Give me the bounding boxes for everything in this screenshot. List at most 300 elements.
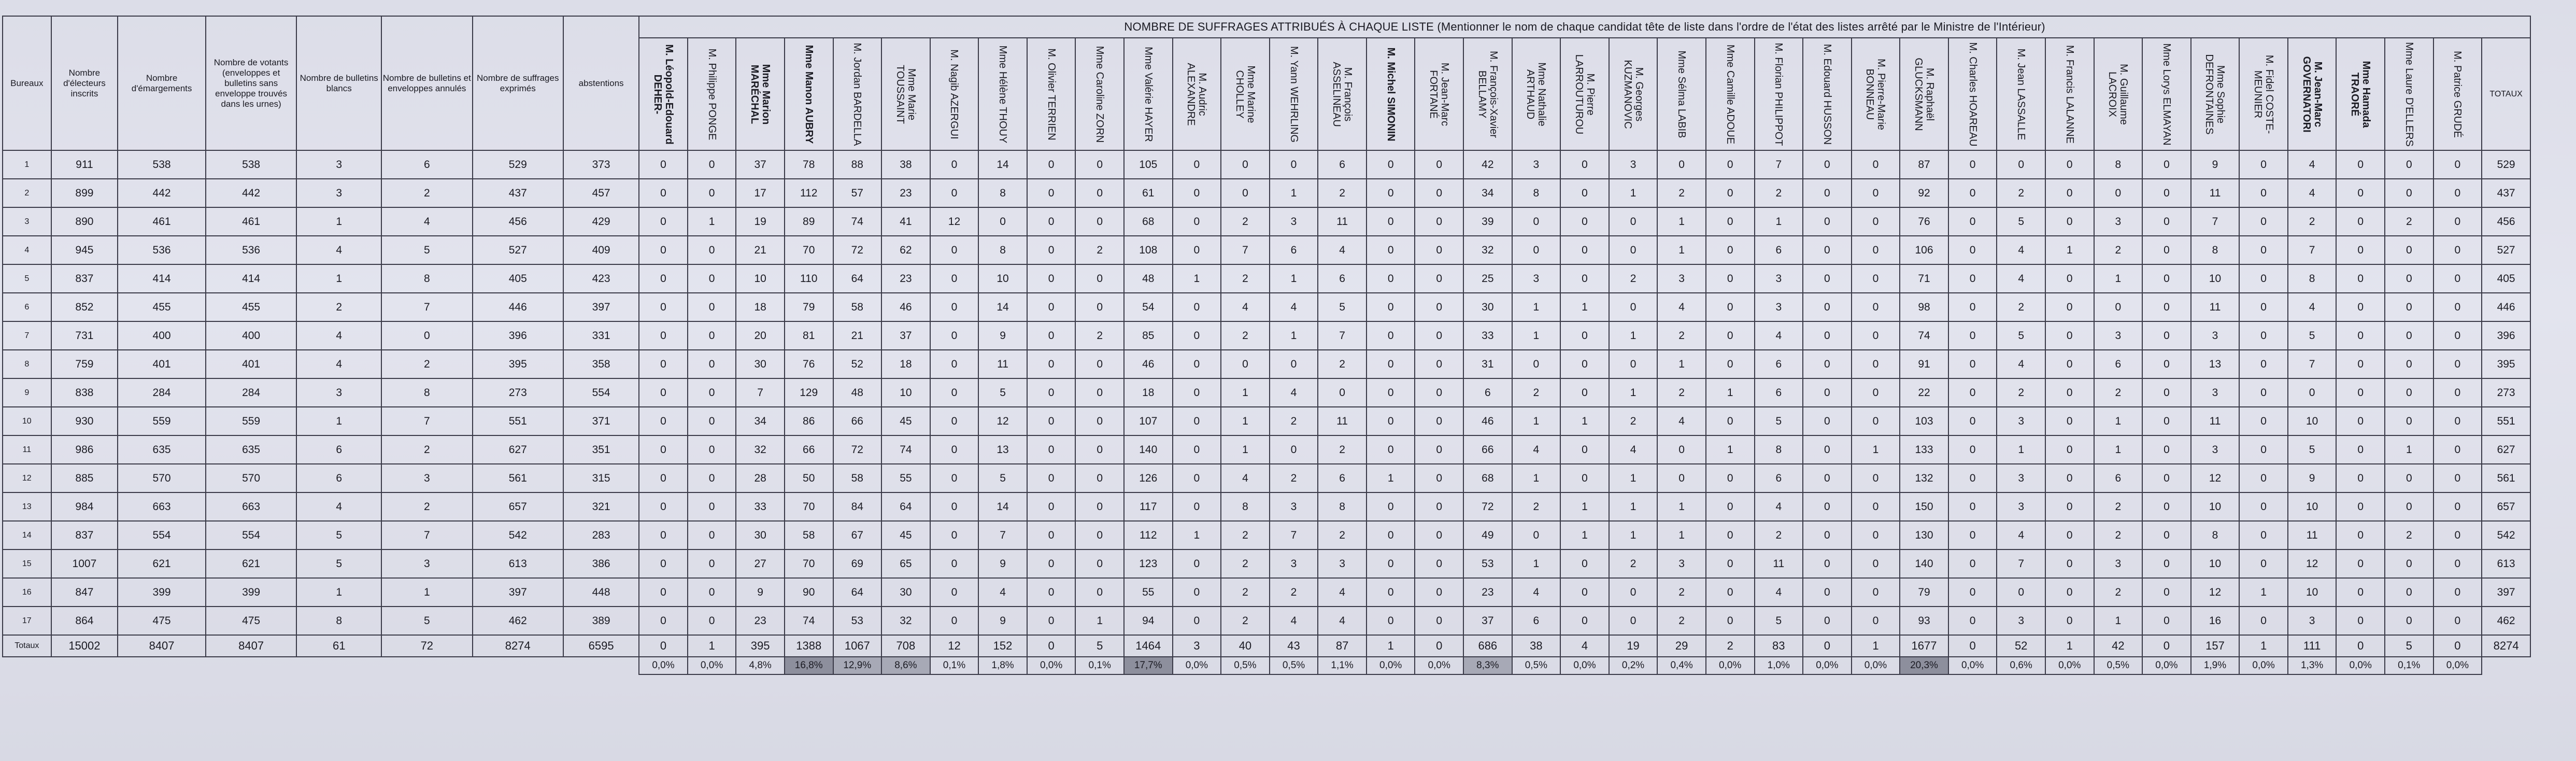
- cell-votes: 0: [2239, 350, 2288, 378]
- cell-percentage: 0,0%: [1415, 657, 1463, 674]
- cell-votes: 0: [2239, 607, 2288, 635]
- cell-votes: 0: [1706, 293, 1755, 321]
- candidate-name: Mme Valérie HAYER: [1142, 46, 1154, 142]
- cell-votes: 3: [2191, 378, 2240, 407]
- cell-votes: 0: [1512, 521, 1561, 549]
- cell-votes: 2: [1075, 236, 1124, 264]
- cell-votes: 126: [1124, 464, 1173, 492]
- cell-votes: 53: [833, 607, 882, 635]
- candidate-header: [1560, 38, 1609, 150]
- cell-inscrits: 838: [51, 378, 118, 407]
- cell-emargements: 621: [118, 549, 206, 578]
- cell-total: 456: [2482, 207, 2530, 236]
- cell-votes: 2: [1221, 321, 1270, 350]
- cell-votes: 1: [1173, 264, 1221, 293]
- cell-votes: 0: [1948, 464, 1997, 492]
- cell-votes: 0: [2433, 435, 2482, 464]
- cell-votes: 0: [2045, 264, 2094, 293]
- cell-votes: 0: [1027, 407, 1076, 435]
- cell-votes: 2: [2094, 521, 2143, 549]
- cell-votes: 68: [1124, 207, 1173, 236]
- cell-votes: 0: [1173, 378, 1221, 407]
- cell-total: 561: [2482, 464, 2530, 492]
- cell-votes: 13: [2191, 350, 2240, 378]
- cell-emargements: 559: [118, 407, 206, 435]
- cell-votes: 0: [1803, 578, 1852, 607]
- cell-votes: 2: [1270, 464, 1318, 492]
- cell-total: 405: [2482, 264, 2530, 293]
- cell-votes: 0: [1803, 492, 1852, 521]
- cell-votes: 18: [1124, 378, 1173, 407]
- cell-votes: 0: [1367, 264, 1415, 293]
- cell-annules: 8: [381, 378, 472, 407]
- cell-votes: 2: [2094, 492, 2143, 521]
- cell-votes: 0: [2239, 407, 2288, 435]
- cell-votes: 0: [1027, 150, 1076, 179]
- cell-votes: 0: [1270, 150, 1318, 179]
- cell-votes: 6: [1270, 236, 1318, 264]
- total-votes: 29: [1657, 635, 1706, 657]
- cell-bureau: 14: [3, 521, 51, 549]
- table-row: [3, 236, 2530, 264]
- cell-votants: 400: [206, 321, 296, 350]
- cell-votes: 9: [978, 321, 1027, 350]
- cell-votes: 3: [1997, 464, 2045, 492]
- candidate-header: [1755, 38, 1803, 150]
- cell-votes: 3: [1755, 264, 1803, 293]
- cell-votes: 0: [1027, 293, 1076, 321]
- cell-votes: 0: [2336, 264, 2385, 293]
- cell-abstentions: 315: [563, 464, 639, 492]
- cell-inscrits: 852: [51, 293, 118, 321]
- cell-votes: 0: [1852, 578, 1900, 607]
- cell-votes: 0: [1803, 435, 1852, 464]
- cell-votes: 0: [688, 578, 736, 607]
- cell-votes: 64: [833, 578, 882, 607]
- cell-votes: 0: [2045, 150, 2094, 179]
- header-row-title: [3, 16, 2530, 38]
- cell-votes: 0: [639, 321, 688, 350]
- cell-votes: 8: [978, 236, 1027, 264]
- cell-emargements: 461: [118, 207, 206, 236]
- cell-votes: 0: [2433, 264, 2482, 293]
- cell-votes: 27: [736, 549, 785, 578]
- candidate-header: [1221, 38, 1270, 150]
- cell-emargements: 400: [118, 321, 206, 350]
- cell-votes: 0: [1415, 464, 1463, 492]
- cell-votes: 0: [1803, 321, 1852, 350]
- cell-votes: 0: [2336, 350, 2385, 378]
- cell-votants: 399: [206, 578, 296, 607]
- cell-votes: 0: [1027, 179, 1076, 207]
- cell-percentage: 0,0%: [1803, 657, 1852, 674]
- cell-votes: 1: [1367, 464, 1415, 492]
- cell-votes: 0: [639, 464, 688, 492]
- cell-votes: 81: [785, 321, 833, 350]
- cell-votes: 0: [2094, 179, 2143, 207]
- cell-votes: 0: [1948, 150, 1997, 179]
- cell-votes: 0: [2336, 492, 2385, 521]
- cell-votes: 4: [1221, 293, 1270, 321]
- cell-votes: 0: [1560, 464, 1609, 492]
- total-emargements: 8407: [118, 635, 206, 657]
- cell-votes: 6: [1755, 236, 1803, 264]
- cell-inscrits: 890: [51, 207, 118, 236]
- cell-votes: 0: [2336, 207, 2385, 236]
- cell-abstentions: 389: [563, 607, 639, 635]
- candidate-name: M. Jean LASSALLE: [2015, 48, 2027, 140]
- cell-votes: 0: [1415, 378, 1463, 407]
- cell-votes: 0: [1075, 549, 1124, 578]
- cell-votes: 0: [2239, 521, 2288, 549]
- cell-percentage: 0,0%: [1706, 657, 1755, 674]
- cell-blancs: 6: [296, 464, 381, 492]
- cell-votes: 0: [1221, 179, 1270, 207]
- cell-votes: 98: [1900, 293, 1948, 321]
- cell-annules: 0: [381, 321, 472, 350]
- cell-votes: 3: [1997, 492, 2045, 521]
- cell-votes: 0: [1948, 378, 1997, 407]
- cell-blancs: 3: [296, 179, 381, 207]
- cell-votes: 23: [881, 264, 930, 293]
- cell-votes: 129: [785, 378, 833, 407]
- cell-votes: 2: [1657, 578, 1706, 607]
- cell-votes: 0: [1560, 150, 1609, 179]
- cell-inscrits: 731: [51, 321, 118, 350]
- candidate-name: M. Jordan BARDELLA: [851, 43, 863, 146]
- cell-votants: 663: [206, 492, 296, 521]
- cell-votes: 0: [1706, 236, 1755, 264]
- cell-votes: 132: [1900, 464, 1948, 492]
- cell-votes: 0: [2142, 492, 2191, 521]
- cell-votes: 0: [2239, 321, 2288, 350]
- cell-blancs: 1: [296, 207, 381, 236]
- cell-votes: 0: [1367, 179, 1415, 207]
- cell-votes: 130: [1900, 521, 1948, 549]
- cell-votes: 0: [2239, 293, 2288, 321]
- cell-votes: 1: [1997, 435, 2045, 464]
- cell-inscrits: 864: [51, 607, 118, 635]
- cell-votes: 2: [1657, 607, 1706, 635]
- cell-votes: 7: [2288, 350, 2337, 378]
- cell-votes: 106: [1900, 236, 1948, 264]
- total-votes: 1: [2045, 635, 2094, 657]
- blank-cell: [51, 657, 118, 674]
- cell-exprimes: 561: [473, 464, 563, 492]
- cell-votes: 3: [2191, 321, 2240, 350]
- cell-votes: 22: [1900, 378, 1948, 407]
- cell-votants: 475: [206, 607, 296, 635]
- cell-votes: 0: [1948, 236, 1997, 264]
- cell-votes: 92: [1900, 179, 1948, 207]
- cell-votes: 0: [2094, 293, 2143, 321]
- cell-votes: 0: [688, 407, 736, 435]
- cell-votes: 34: [1463, 179, 1512, 207]
- cell-votes: 11: [1755, 549, 1803, 578]
- cell-votes: 8: [2191, 236, 2240, 264]
- cell-abstentions: 554: [563, 378, 639, 407]
- cell-blancs: 5: [296, 549, 381, 578]
- cell-votes: 42: [1463, 150, 1512, 179]
- cell-votes: 0: [1803, 407, 1852, 435]
- cell-votes: 5: [1318, 293, 1367, 321]
- cell-inscrits: 945: [51, 236, 118, 264]
- candidate-name: Mme Sophie DEFRONTAINES: [2203, 53, 2227, 135]
- cell-votes: 0: [930, 321, 979, 350]
- candidate-name: M. François-Xavier BELLAMY: [1476, 50, 1499, 138]
- total-votes: 157: [2191, 635, 2240, 657]
- cell-votes: 0: [1706, 578, 1755, 607]
- total-votes: 0: [639, 635, 688, 657]
- cell-votes: 0: [1706, 492, 1755, 521]
- cell-votes: 11: [2288, 521, 2337, 549]
- total-votes: 0: [1948, 635, 1997, 657]
- header-emargements: Nombre d'émargements: [118, 16, 206, 150]
- cell-exprimes: 613: [473, 549, 563, 578]
- cell-votes: 0: [2385, 179, 2433, 207]
- candidate-header: [1075, 38, 1124, 150]
- cell-votes: 0: [688, 264, 736, 293]
- cell-votes: 3: [1997, 407, 2045, 435]
- blank-cell: [3, 657, 51, 674]
- cell-votes: 0: [1803, 150, 1852, 179]
- cell-votes: 0: [688, 378, 736, 407]
- cell-votes: 0: [1075, 435, 1124, 464]
- cell-percentage: 1,8%: [978, 657, 1027, 674]
- cell-votants: 621: [206, 549, 296, 578]
- cell-votes: 0: [1852, 350, 1900, 378]
- cell-emargements: 536: [118, 236, 206, 264]
- cell-votes: 0: [688, 150, 736, 179]
- cell-votes: 2: [1221, 607, 1270, 635]
- cell-votes: 0: [1803, 179, 1852, 207]
- cell-votes: 72: [833, 236, 882, 264]
- cell-votes: 9: [2191, 150, 2240, 179]
- cell-votes: 0: [1415, 207, 1463, 236]
- cell-votes: 0: [1027, 264, 1076, 293]
- cell-votes: 0: [1027, 521, 1076, 549]
- cell-total: 462: [2482, 607, 2530, 635]
- cell-percentage: 0,5%: [1512, 657, 1561, 674]
- cell-votes: 0: [688, 521, 736, 549]
- cell-votes: 68: [1463, 464, 1512, 492]
- cell-votes: 2: [1997, 179, 2045, 207]
- cell-votes: 2: [1609, 264, 1658, 293]
- cell-votes: 108: [1124, 236, 1173, 264]
- cell-votes: 0: [1560, 578, 1609, 607]
- candidate-header: [1657, 38, 1706, 150]
- cell-exprimes: 456: [473, 207, 563, 236]
- cell-inscrits: 930: [51, 407, 118, 435]
- cell-votes: 39: [1463, 207, 1512, 236]
- cell-votes: 0: [688, 350, 736, 378]
- cell-votes: 0: [1415, 293, 1463, 321]
- cell-votes: 0: [2142, 207, 2191, 236]
- cell-bureau: 13: [3, 492, 51, 521]
- candidate-header: [2336, 38, 2385, 150]
- blank-cell: [473, 657, 563, 674]
- cell-votes: 0: [2385, 607, 2433, 635]
- cell-blancs: 4: [296, 236, 381, 264]
- cell-votes: 0: [2433, 179, 2482, 207]
- cell-votes: 1: [1560, 293, 1609, 321]
- cell-emargements: 284: [118, 378, 206, 407]
- cell-votes: 0: [930, 293, 979, 321]
- cell-votes: 74: [1900, 321, 1948, 350]
- blank-cell: [2482, 657, 2530, 674]
- cell-votes: 0: [1852, 378, 1900, 407]
- cell-votes: 1: [1512, 407, 1561, 435]
- cell-votes: 103: [1900, 407, 1948, 435]
- cell-votes: 4: [1270, 293, 1318, 321]
- cell-votes: 1: [1657, 236, 1706, 264]
- cell-votes: 0: [1027, 207, 1076, 236]
- cell-votes: 34: [736, 407, 785, 435]
- candidate-name: M. Edouard HUSSON: [1821, 44, 1833, 145]
- table-row: [3, 407, 2530, 435]
- cell-votes: 0: [2385, 578, 2433, 607]
- cell-votes: 0: [1948, 293, 1997, 321]
- cell-votes: 74: [881, 435, 930, 464]
- cell-votes: 0: [1173, 179, 1221, 207]
- cell-votes: 0: [2142, 521, 2191, 549]
- cell-votes: 0: [930, 150, 979, 179]
- cell-votes: 79: [785, 293, 833, 321]
- cell-inscrits: 847: [51, 578, 118, 607]
- cell-votes: 25: [1463, 264, 1512, 293]
- cell-votes: 0: [2288, 378, 2337, 407]
- cell-percentage: 0,0%: [1852, 657, 1900, 674]
- cell-votes: 2: [1318, 435, 1367, 464]
- cell-votes: 0: [1173, 492, 1221, 521]
- table-row: [3, 607, 2530, 635]
- cell-percentage: 0,0%: [1173, 657, 1221, 674]
- cell-votes: 0: [2433, 464, 2482, 492]
- cell-votes: 45: [881, 407, 930, 435]
- cell-votes: 6: [1318, 464, 1367, 492]
- candidate-name: Mme Camille ADOUE: [1724, 44, 1736, 144]
- cell-votes: 0: [1803, 607, 1852, 635]
- cell-votes: 0: [639, 492, 688, 521]
- cell-votes: 0: [1657, 435, 1706, 464]
- cell-votes: 0: [2385, 492, 2433, 521]
- cell-votes: 70: [785, 549, 833, 578]
- cell-votes: 0: [2045, 578, 2094, 607]
- cell-votes: 0: [2336, 607, 2385, 635]
- cell-votes: 7: [1318, 321, 1367, 350]
- cell-votes: 11: [1318, 407, 1367, 435]
- cell-votes: 87: [1900, 150, 1948, 179]
- total-votes: 395: [736, 635, 785, 657]
- cell-percentage: 17,7%: [1124, 657, 1173, 674]
- cell-percentage: 0,0%: [639, 657, 688, 674]
- cell-votes: 0: [1270, 435, 1318, 464]
- cell-votes: 5: [2288, 321, 2337, 350]
- cell-votes: 4: [1997, 521, 2045, 549]
- cell-exprimes: 446: [473, 293, 563, 321]
- cell-votes: 12: [978, 407, 1027, 435]
- total-votes: 0: [2433, 635, 2482, 657]
- cell-votes: 0: [1948, 264, 1997, 293]
- cell-blancs: 4: [296, 492, 381, 521]
- cell-inscrits: 885: [51, 464, 118, 492]
- total-votes: 38: [1512, 635, 1561, 657]
- cell-votes: 11: [2191, 179, 2240, 207]
- cell-votes: 11: [2191, 293, 2240, 321]
- cell-votes: 6: [2094, 350, 2143, 378]
- cell-votes: 1: [1657, 521, 1706, 549]
- cell-votes: 2: [1318, 521, 1367, 549]
- cell-votes: 0: [1560, 378, 1609, 407]
- cell-votes: 0: [2239, 549, 2288, 578]
- cell-bureau: 3: [3, 207, 51, 236]
- cell-votes: 4: [1318, 236, 1367, 264]
- cell-votes: 10: [736, 264, 785, 293]
- cell-votes: 48: [1124, 264, 1173, 293]
- cell-votes: 0: [978, 207, 1027, 236]
- cell-votes: 2: [2094, 578, 2143, 607]
- cell-votes: 0: [1512, 207, 1561, 236]
- cell-blancs: 4: [296, 321, 381, 350]
- candidate-name: Mme Marion MARÉCHAL: [749, 64, 772, 124]
- cell-votes: 11: [2191, 407, 2240, 435]
- cell-votes: 0: [2045, 293, 2094, 321]
- cell-percentage: 0,0%: [2142, 657, 2191, 674]
- cell-votes: 46: [1124, 350, 1173, 378]
- candidate-header: [1609, 38, 1658, 150]
- candidate-name: M. Fidel COSTE-MEUNIER: [2252, 54, 2275, 134]
- cell-votes: 2: [2385, 207, 2433, 236]
- cell-annules: 8: [381, 264, 472, 293]
- table-row: [3, 492, 2530, 521]
- cell-votes: 0: [1803, 464, 1852, 492]
- cell-votes: 28: [736, 464, 785, 492]
- cell-votes: 107: [1124, 407, 1173, 435]
- cell-votes: 10: [2191, 264, 2240, 293]
- cell-votes: 0: [1075, 293, 1124, 321]
- cell-votes: 3: [1270, 207, 1318, 236]
- cell-votes: 0: [2385, 464, 2433, 492]
- cell-votes: 150: [1900, 492, 1948, 521]
- candidate-name: Mme Sélma LABIB: [1676, 50, 1688, 138]
- cell-votes: 7: [1997, 549, 2045, 578]
- cell-votes: 31: [1463, 350, 1512, 378]
- cell-percentage: 1,9%: [2191, 657, 2240, 674]
- candidate-header: [2239, 38, 2288, 150]
- cell-emargements: 538: [118, 150, 206, 179]
- cell-votes: 3: [1512, 264, 1561, 293]
- cell-votes: 0: [930, 236, 979, 264]
- cell-votes: 0: [1560, 207, 1609, 236]
- cell-votes: 2: [1318, 350, 1367, 378]
- cell-votes: 32: [1463, 236, 1512, 264]
- cell-votes: 0: [1367, 549, 1415, 578]
- cell-votes: 0: [1560, 549, 1609, 578]
- cell-total: 527: [2482, 236, 2530, 264]
- cell-emargements: 414: [118, 264, 206, 293]
- cell-percentage: 0,0%: [1367, 657, 1415, 674]
- cell-votes: 0: [2239, 378, 2288, 407]
- cell-votes: 0: [2433, 578, 2482, 607]
- cell-votes: 3: [2094, 207, 2143, 236]
- cell-votes: 5: [1997, 207, 2045, 236]
- table-row: [3, 207, 2530, 236]
- cell-votes: 37: [736, 150, 785, 179]
- header-votants: Nombre de votants (enveloppes et bulletins sans enveloppe trouvés dans les urnes): [206, 16, 296, 150]
- cell-percentage: 12,9%: [833, 657, 882, 674]
- cell-annules: 2: [381, 492, 472, 521]
- candidate-name: Mme Caroline ZORN: [1094, 46, 1106, 143]
